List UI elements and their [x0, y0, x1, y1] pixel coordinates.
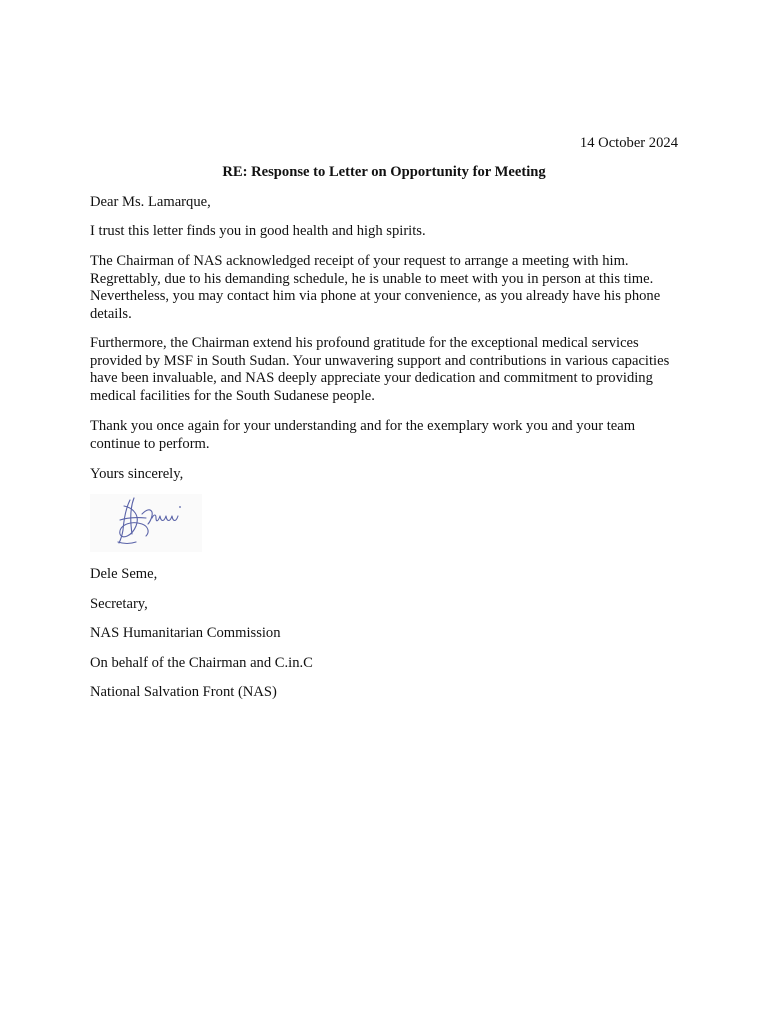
paragraph-thanks: Thank you once again for your understanding and for the exemplary work you and your team continue to perform. [90, 418, 636, 452]
letter-date: 14 October 2024 [579, 135, 678, 151]
signatory-name: Dele Seme, [90, 566, 158, 582]
paragraph-gratitude: Furthermore, the Chairman extend his profound gratitude for the exceptional medical services provided by MSF in South Sudan. Your unwavering support and contributions in various capacities have been invaluable, and NAS deeply appreciate your dedication and commitment to providing medical facilities for the South Sudanese people. [90, 335, 670, 404]
salutation: Dear Ms. Lamarque, [90, 194, 211, 210]
signatory-on-behalf: On behalf of the Chairman and C.in.C [90, 655, 313, 671]
signatory-organization: NAS Humanitarian Commission [90, 625, 281, 641]
closing: Yours sincerely, [90, 466, 184, 482]
letter-subject: RE: Response to Letter on Opportunity for Meeting [222, 164, 546, 180]
handwritten-signature [90, 494, 202, 552]
paragraph-meeting: The Chairman of NAS acknowledged receipt of your request to arrange a meeting with him. Regrettably, due to his demanding schedule, he is unable to meet with you in person at this time. Nevertheless, you may contact him via phone at your convenience, as you already have his phone details. [90, 253, 661, 322]
paragraph-greeting: I trust this letter finds you in good health and high spirits. [90, 223, 426, 239]
signatory-title: Secretary, [90, 596, 148, 612]
signature-image [90, 494, 202, 552]
signatory-front: National Salvation Front (NAS) [90, 684, 277, 700]
